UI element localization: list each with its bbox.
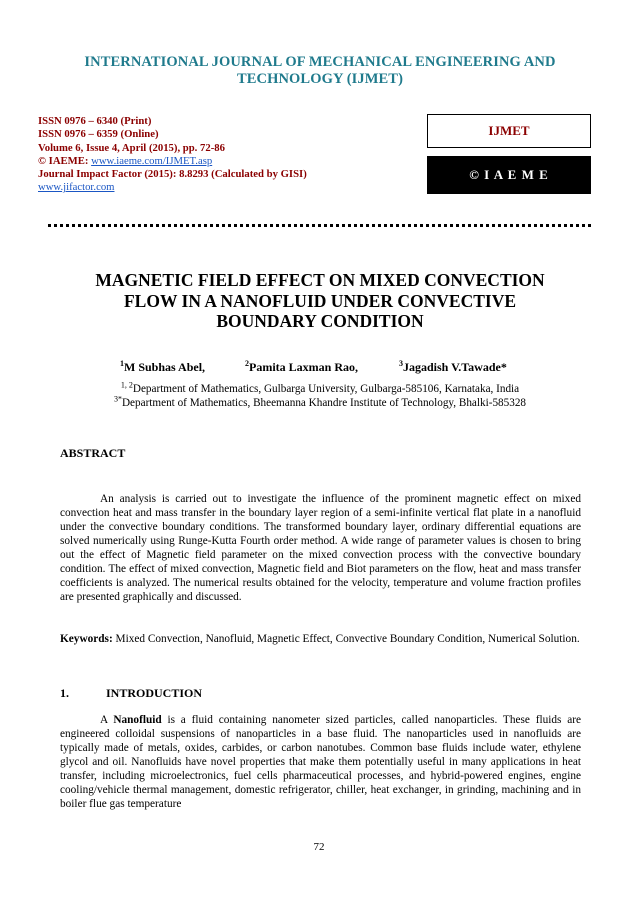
keywords-text: Mixed Convection, Nanofluid, Magnetic Effect, Convective Boundary Condition, Numerical Solution.: [112, 633, 580, 645]
author-2: $^2$Pamita Laxman Rao,: [245, 359, 358, 374]
author-3: $^3$Jagadish V.Tawade*: [399, 359, 507, 374]
abstract-heading: ABSTRACT: [60, 446, 126, 460]
iaeme-link[interactable]: www.iaeme.com/IJMET.asp: [91, 154, 213, 167]
nanofluid-term: Nanofluid: [113, 714, 162, 726]
journal-title-line2: TECHNOLOGY (IJMET): [236, 71, 403, 87]
journal-metadata: [38, 115, 398, 195]
section-number: 1.: [60, 686, 69, 700]
volume-info: Volume 6, Issue 4, April (2015), pp. 72-86: [38, 141, 225, 154]
introduction-text: A Nanofluid is a fluid containing nanometer sized particles, called nanoparticles. These fluids are engineered colloidal suspensions of nanoparticles in a base fluid. The nanoparticles used in nanofluids are typically made of metals, oxides, carbides, or carbon nanotubes. Common base fluids include water, ethylene glycol and oil. Nanofluids have novel properties that make them potentially useful in many applications in heat transfer, including microelectronics, fuel cells pharmaceutical processes, and hybrid-powered engines, engine cooling/vehicle thermal management, domestic refrigerator, chiller, heat exchanger, in grinding, machining and in boiler flue gas temperature: [60, 714, 582, 810]
affiliation-2: $^{3*}$Department of Mathematics, Bheemanna Khandre Institute of Technology, Bhalki-585328: [113, 394, 527, 409]
issn-print: ISSN 0976 – 6340 (Print): [38, 115, 152, 127]
author-1: $^1$M Subhas Abel,: [120, 359, 206, 374]
impact-factor: Journal Impact Factor (2015): 8.8293 (Calculated by GISI): [38, 168, 307, 181]
author-list: [60, 360, 580, 376]
dotted-divider: [48, 224, 591, 227]
keywords: [60, 632, 581, 646]
jifactor-link[interactable]: www.jifactor.com: [38, 181, 115, 194]
paper-title-line3: BOUNDARY CONDITION: [216, 311, 424, 331]
abstract-text: An analysis is carried out to investigate the influence of the prominent magnetic effect on mixed convection heat and mass transfer in the boundary layer region of a semi-infinite vertical flat plate in a nanofluid under the convective boundary conditions. The transformed boundary layer, ordinary differential equations are solved numerically using Runge-Kutta Fourth order method. A wide range of parameter values is chosen to bring out the effect of Magnetic field parameter on the mixed convection process with the convective boundary condition. The effect of mixed convection, Magnetic field and Biot parameters on the flow, heat and mass transfer coefficients is analyzed. The numerical results obtained for the velocity, temperature and volume fraction profiles are presented graphically and discussed.: [60, 493, 581, 603]
iaeme-box: © I A E M E: [427, 156, 591, 194]
paper-title: [50, 270, 590, 332]
paper-title-line1: MAGNETIC FIELD EFFECT ON MIXED CONVECTION: [95, 270, 545, 290]
issn-online: ISSN 0976 – 6359 (Online): [38, 128, 159, 141]
section-heading-introduction: [60, 686, 202, 701]
iaeme-website-line: [38, 155, 398, 168]
section-title: INTRODUCTION: [106, 686, 203, 700]
affiliations: [40, 382, 600, 410]
paper-title-line2: FLOW IN A NANOFLUID UNDER CONVECTIVE: [123, 290, 516, 311]
keywords-label: Keywords:: [60, 633, 113, 645]
iaeme-prefix: © IAEME:: [38, 154, 92, 167]
journal-title-line1: INTERNATIONAL JOURNAL OF MECHANICAL ENGINEERING AND: [84, 54, 556, 70]
ijmet-box: IJMET: [427, 114, 591, 148]
page-number: 72: [313, 841, 325, 853]
affiliation-1: $^{1, 2}$Department of Mathematics, Gulbarga University, Gulbarga-585106, Karnataka, India: [120, 380, 520, 395]
journal-title: [40, 54, 600, 88]
